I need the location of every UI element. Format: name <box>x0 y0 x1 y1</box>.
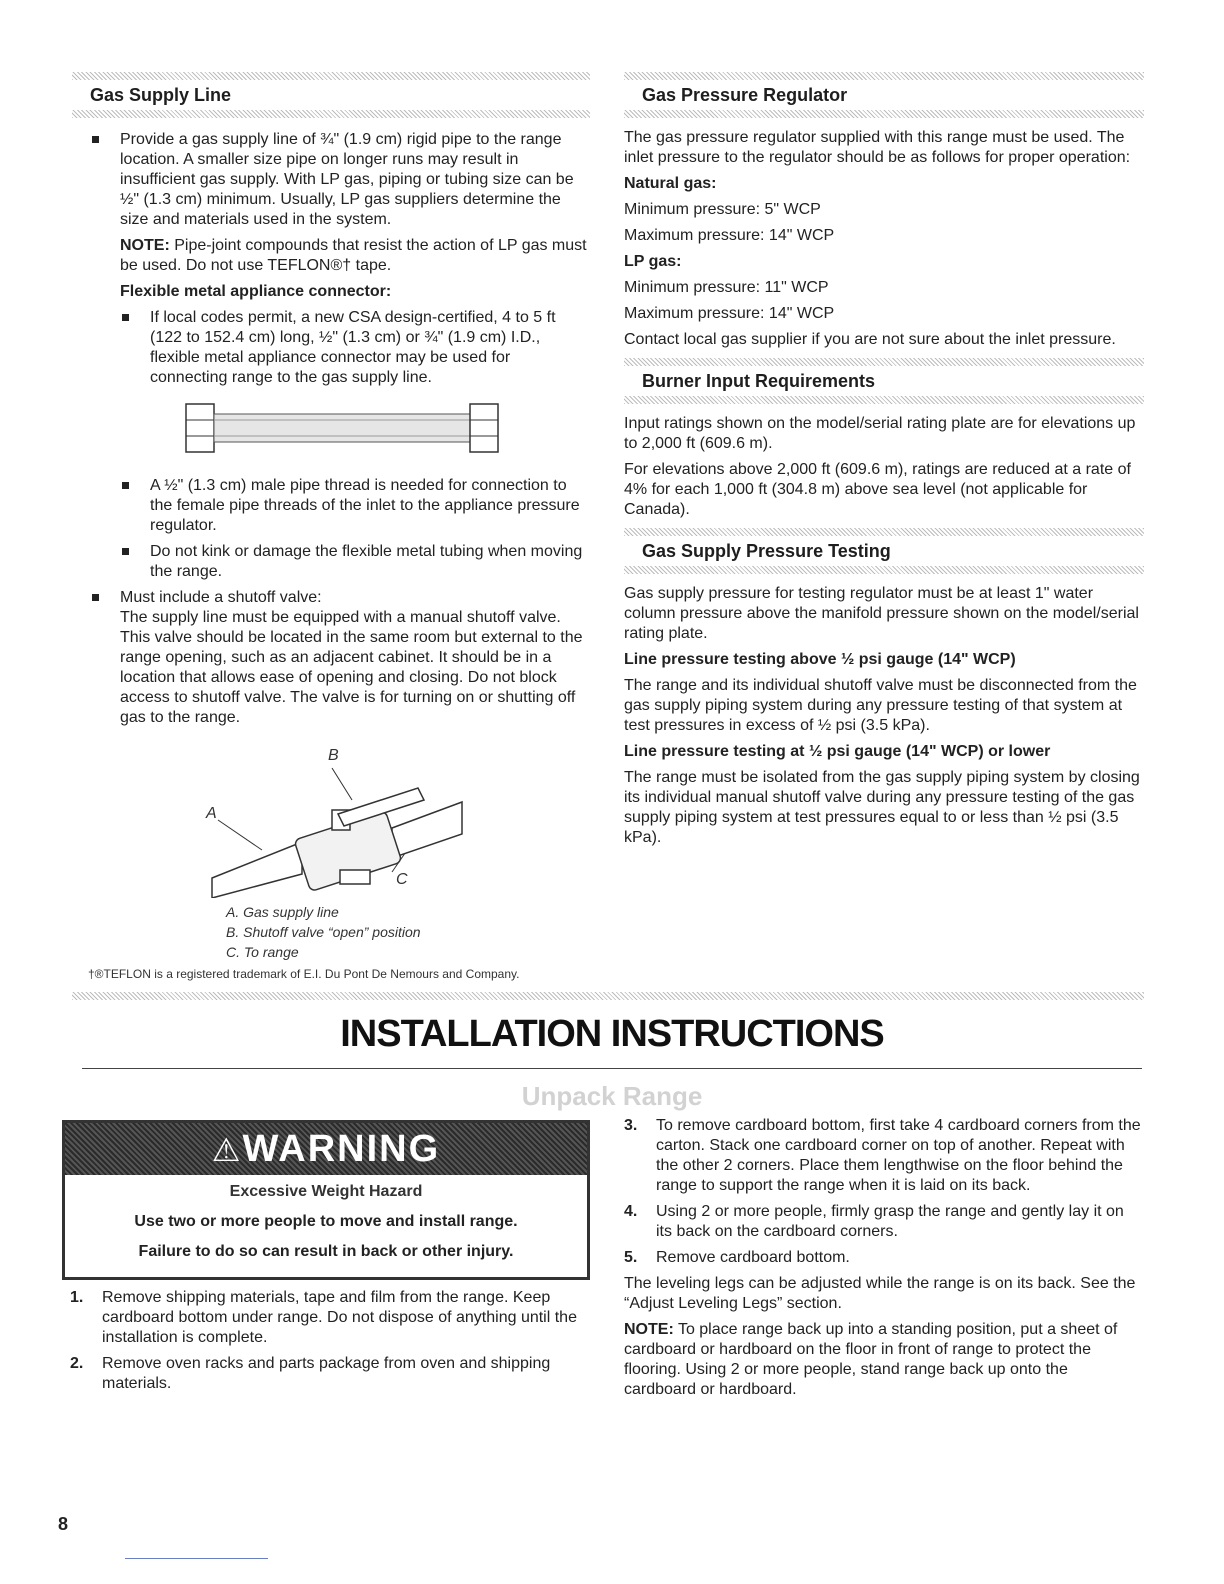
label-a: A <box>206 805 217 822</box>
flexible-connector-illustration <box>184 398 524 462</box>
unpack-steps-right <box>616 1116 1144 1406</box>
bullet-text: Provide a gas supply line of ¾" (1.9 cm) rigid pipe to the range location. A smaller size pipe on longer runs may result in insufficient gas supply. With LP gas, piping or tubing size can be ½" (1.3 cm) minimum. Usually, LP gas suppliers determine the size and materials used in the system. <box>120 131 574 228</box>
connector-fitting <box>186 404 214 452</box>
step-text: To remove cardboard bottom, first take 4 cardboard corners from the carton. Stack one cardboard corner on top of another. Repeat with the other 2 corners. Place them lengthwise on the floor behind the range to support the range when it is laid on its back. <box>656 1117 1141 1194</box>
natural-gas-min: Minimum pressure: 5" WCP <box>624 201 821 218</box>
step-list <box>62 1288 582 1394</box>
step-text: Using 2 or more people, firmly grasp the range and gently lay it on its back on the cardboard corners. <box>656 1203 1124 1240</box>
lp-gas-min: Minimum pressure: 11" WCP <box>624 279 829 296</box>
natural-gas-label: Natural gas: <box>624 175 717 192</box>
bullet-text: A ½" (1.3 cm) male pipe thread is needed for connection to the female pipe threads of the inlet to the appliance pressure regulator. <box>150 477 580 534</box>
section-rule <box>624 566 1144 574</box>
step-number: 2. <box>70 1355 84 1372</box>
step-number: 3. <box>624 1117 638 1134</box>
step-item <box>616 1248 1144 1268</box>
leader-line <box>218 820 262 850</box>
step-item <box>616 1202 1144 1242</box>
regulator-heading: Gas Pressure Regulator <box>642 85 848 105</box>
warning-line-2: Failure to do so can result in back or other injury. <box>138 1243 514 1260</box>
note-paragraph <box>616 1320 1144 1400</box>
warning-box <box>62 1120 590 1280</box>
bullet-text: If local codes permit, a new CSA design-certified, 4 to 5 ft (122 to 152.4 cm) long, ½" (1.3 cm) or ¾" (1.9 cm) I.D., flexible metal appliance connector may be used for connecting range to the gas supply line. <box>150 309 556 386</box>
footer-line <box>125 1558 268 1559</box>
section-rule <box>624 396 1144 404</box>
list-item <box>120 308 590 388</box>
section-rule <box>72 992 1144 1000</box>
testing-paragraph-1: Gas supply pressure for testing regulator must be at least 1" water column pressure above the manifold pressure shown on the model/serial rating plate. <box>624 585 1139 642</box>
section-rule <box>624 72 1144 80</box>
list-item <box>90 130 590 582</box>
connector-heading: Flexible metal appliance connector: <box>120 283 392 300</box>
caption-c: C. To range <box>226 944 299 960</box>
list-item <box>120 476 590 536</box>
section-rule <box>624 110 1144 118</box>
title-rule <box>82 1068 1142 1069</box>
step-item <box>62 1354 582 1394</box>
unpack-steps-left <box>62 1288 582 1400</box>
testing-paragraph-3: The range must be isolated from the gas supply piping system by closing its individual manual shutoff valve during any pressure testing of the gas supply piping system at test pressures equal to or less than ½ psi (3.5 kPa). <box>624 769 1140 846</box>
section-rule <box>624 358 1144 366</box>
warning-triangle-icon: ⚠ <box>211 1132 243 1168</box>
range-pipe <box>392 802 462 858</box>
burner-paragraph-1: Input ratings shown on the model/serial rating plate are for elevations up to 2,000 ft (609.6 m). <box>624 415 1136 452</box>
step-list <box>616 1116 1144 1268</box>
step-number: 4. <box>624 1203 638 1220</box>
step-text: Remove oven racks and parts package from oven and shipping materials. <box>102 1355 551 1392</box>
burner-heading: Burner Input Requirements <box>642 371 876 391</box>
shutoff-text: The supply line must be equipped with a manual shutoff valve. This valve should be located in the same room but external to the range opening, such as an adjacent cabinet. It should be in a location that allows ease of opening and closing. Do not block access to shutoff valve. The valve is for turning on or shutting off gas to the range. <box>120 609 583 726</box>
gas-supply-pipe <box>212 842 302 898</box>
label-c: C <box>396 871 408 888</box>
leveling-paragraph: The leveling legs can be adjusted while the range is on its back. See the “Adjust Leveling Legs” section. <box>624 1275 1136 1312</box>
connector-fitting <box>470 404 498 452</box>
warning-header <box>65 1123 587 1175</box>
step-text: Remove shipping materials, tape and film from the range. Keep cardboard bottom under range. Do not dispose of anything until the installation is complete. <box>102 1289 577 1346</box>
teflon-footnote: †®TEFLON is a registered trademark of E.I. Du Pont De Nemours and Company. <box>88 967 520 981</box>
burner-paragraph-2: For elevations above 2,000 ft (609.6 m), ratings are reduced at a rate of 4% for each 1,000 ft (304.8 m) above sea level (not applicable for Canada). <box>624 461 1131 518</box>
step-item <box>62 1288 582 1348</box>
page-title: INSTALLATION INSTRUCTIONS <box>340 1013 884 1055</box>
warning-line-1: Use two or more people to move and install range. <box>134 1213 518 1230</box>
note-text: Pipe-joint compounds that resist the action of LP gas must be used. Do not use TEFLON®† tape. <box>120 237 587 274</box>
section-rule <box>624 528 1144 536</box>
leader-line <box>332 768 352 800</box>
valve-nut <box>340 870 370 884</box>
step-number: 5. <box>624 1249 638 1266</box>
section-title: Unpack Range <box>521 1081 703 1111</box>
right-column <box>624 72 1144 854</box>
caption-b: B. Shutoff valve “open” position <box>226 924 421 940</box>
note-text: To place range back up into a standing position, put a sheet of cardboard or hardboard on the floor in front of range to protect the flooring. Using 2 or more people, stand range back up onto the cardboard or hardboard. <box>624 1321 1118 1398</box>
caption-a: A. Gas supply line <box>226 904 339 920</box>
corrugated-tube <box>214 414 470 442</box>
note-label: NOTE: <box>624 1321 674 1338</box>
connector-list-continued <box>120 476 590 582</box>
hazard-title: Excessive Weight Hazard <box>229 1183 423 1200</box>
section-rule <box>72 110 590 118</box>
left-column <box>72 72 590 982</box>
figure-caption <box>226 902 590 962</box>
lp-gas-label: LP gas: <box>624 253 682 270</box>
step-item <box>616 1116 1144 1196</box>
page-number: 8 <box>58 1514 69 1534</box>
label-b: B <box>328 747 339 764</box>
testing-heading: Gas Supply Pressure Testing <box>642 541 891 561</box>
shutoff-title: Must include a shutoff valve: <box>120 589 322 606</box>
regulator-contact: Contact local gas supplier if you are not sure about the inlet pressure. <box>624 331 1116 348</box>
testing-paragraph-2: The range and its individual shutoff valve must be disconnected from the gas supply piping system during any pressure testing of that system at test pressures in excess of ½ psi (3.5 kPa). <box>624 677 1137 734</box>
note-label: NOTE: <box>120 237 170 254</box>
shutoff-valve-illustration <box>192 738 492 898</box>
list-item <box>90 588 590 728</box>
testing-subheading-1: Line pressure testing above ½ psi gauge (14" WCP) <box>624 651 1016 668</box>
gas-supply-line-heading: Gas Supply Line <box>90 85 232 105</box>
step-text: Remove cardboard bottom. <box>656 1249 850 1266</box>
testing-subheading-2: Line pressure testing at ½ psi gauge (14" WCP) or lower <box>624 743 1051 760</box>
warning-label: WARNING <box>242 1128 441 1170</box>
connector-list <box>120 308 590 388</box>
natural-gas-max: Maximum pressure: 14" WCP <box>624 227 835 244</box>
lp-gas-max: Maximum pressure: 14" WCP <box>624 305 835 322</box>
bullet-text: Do not kink or damage the flexible metal tubing when moving the range. <box>150 543 583 580</box>
section-rule <box>72 72 590 80</box>
list-item <box>120 542 590 582</box>
regulator-intro: The gas pressure regulator supplied with this range must be used. The inlet pressure to the regulator should be as follows for proper operation: <box>624 129 1131 166</box>
step-number: 1. <box>70 1289 84 1306</box>
gas-supply-list <box>72 130 590 728</box>
note-paragraph <box>120 236 590 276</box>
